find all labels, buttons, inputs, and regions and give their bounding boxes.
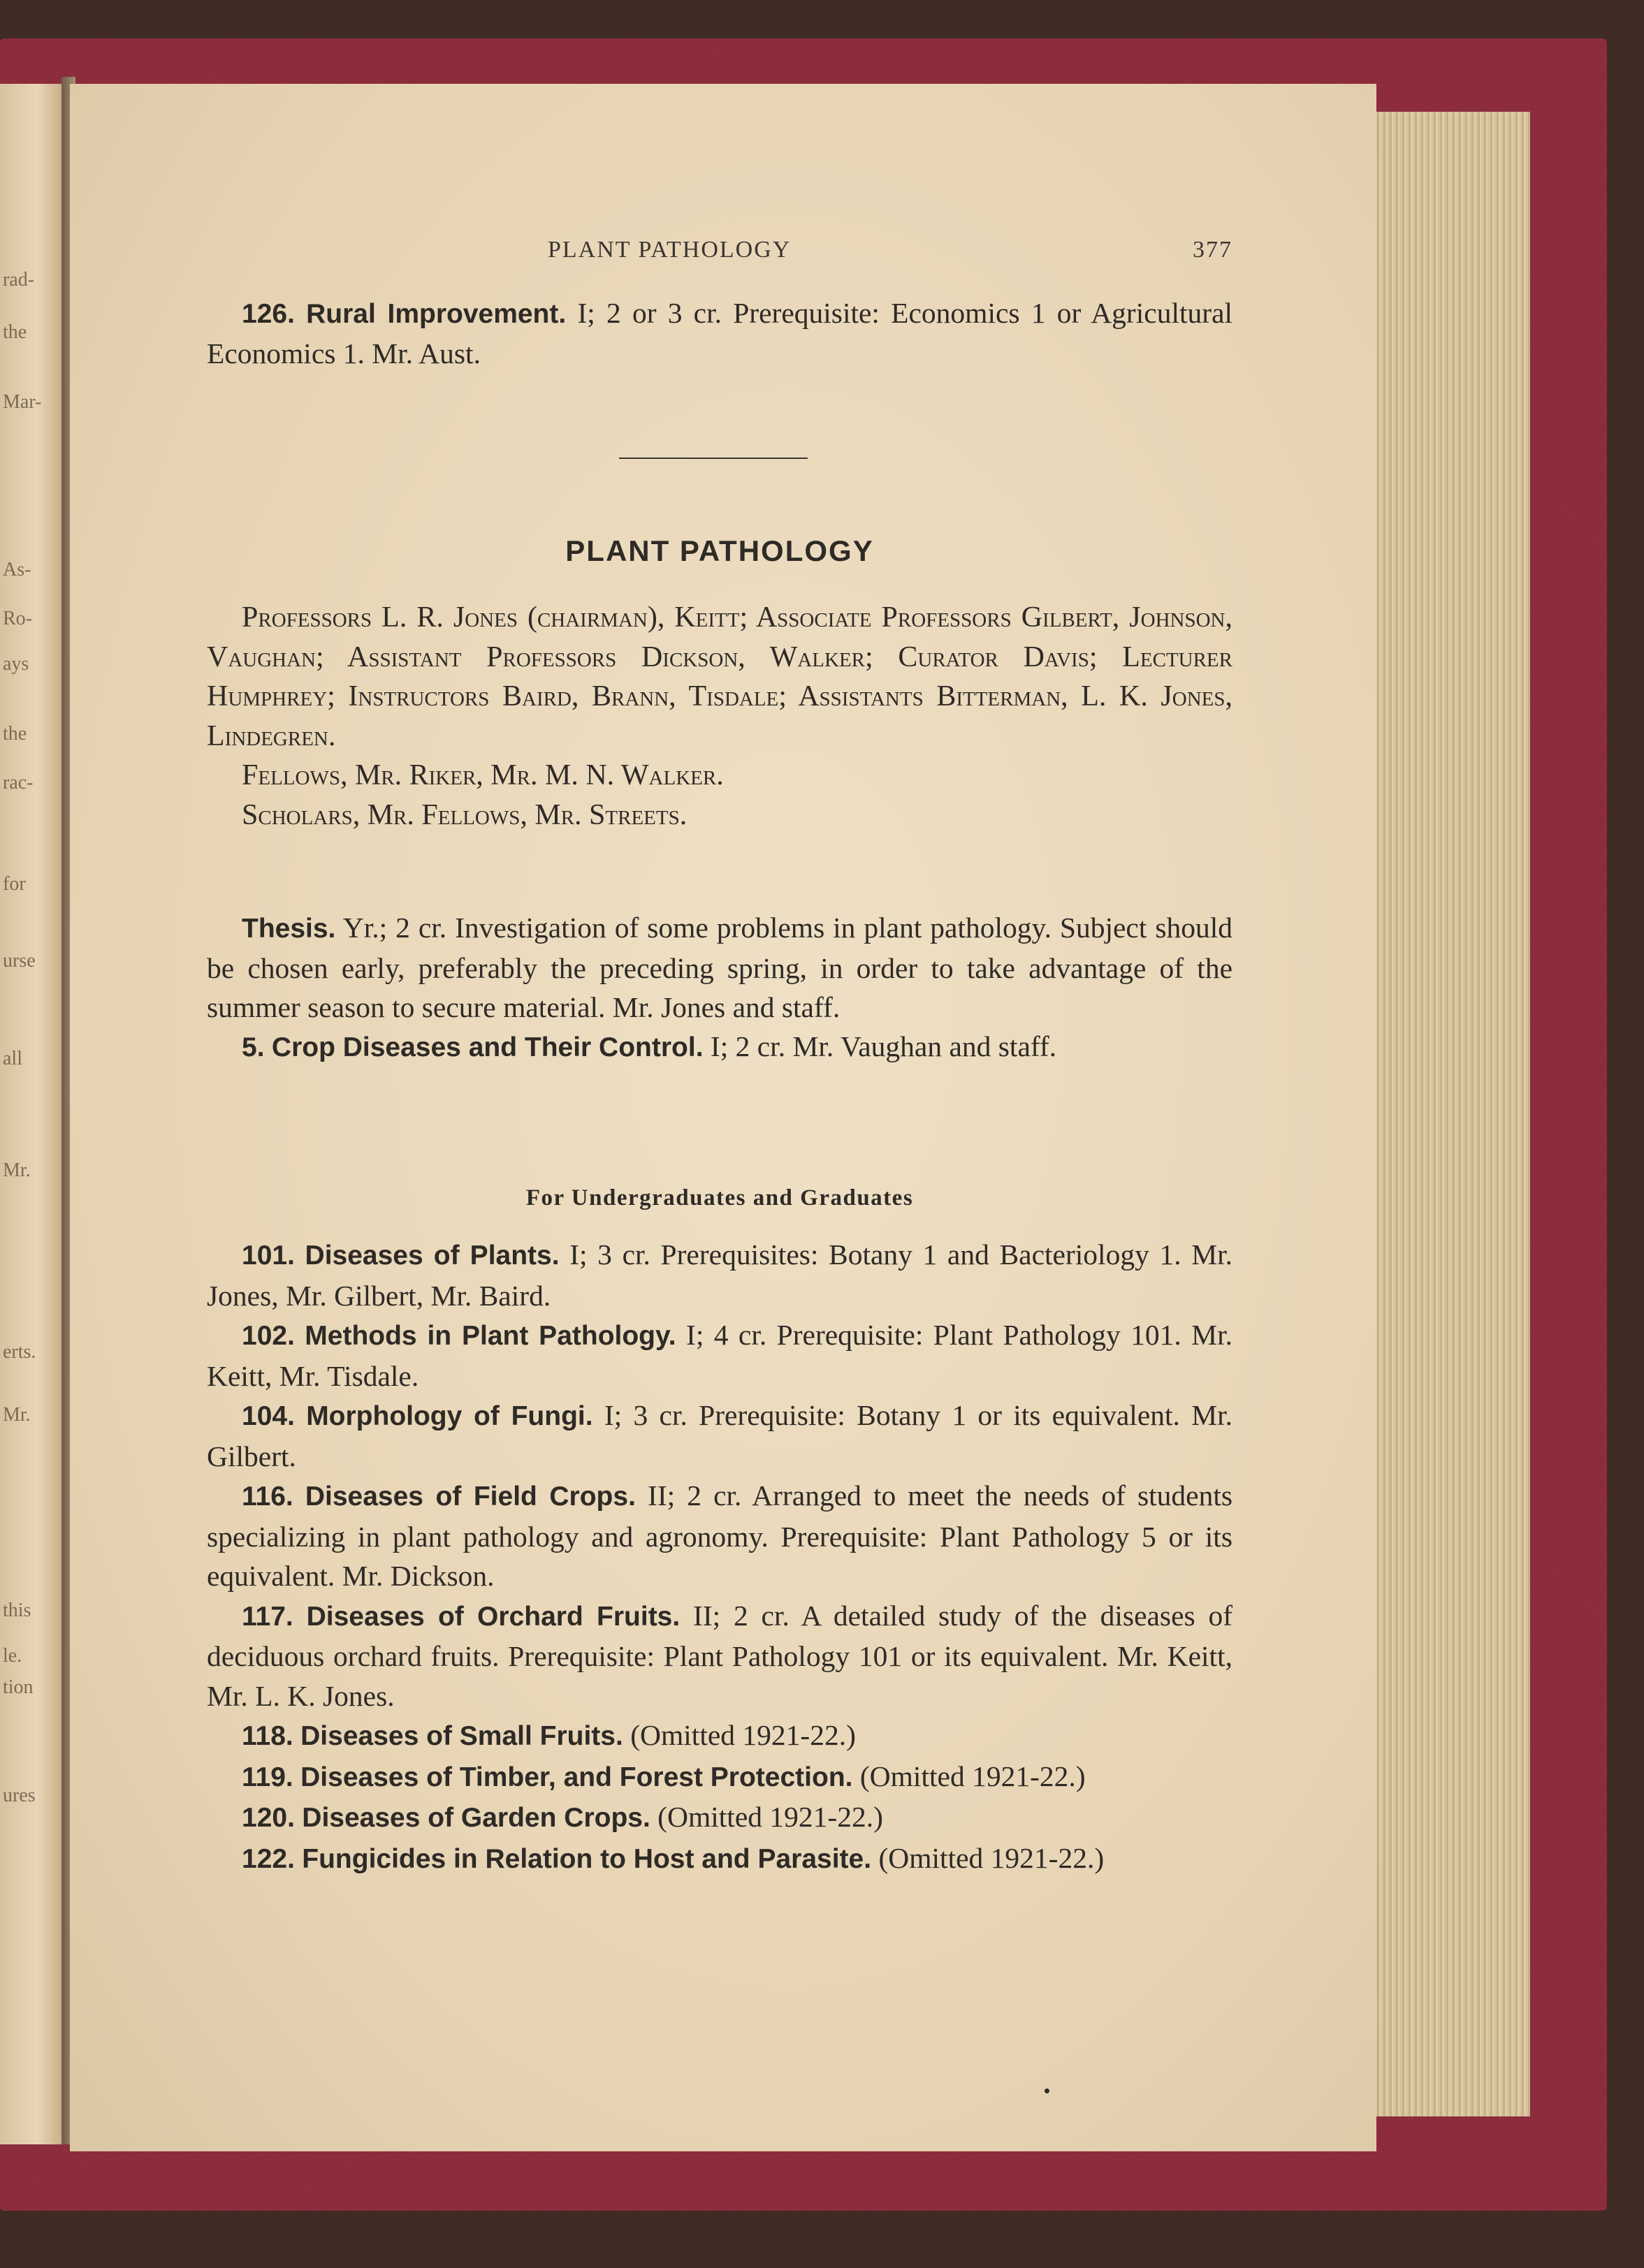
course-entry-126 — [207, 293, 1232, 373]
course-number: 102. — [242, 1321, 295, 1351]
book-page — [70, 84, 1376, 2151]
course-number: 5. — [242, 1032, 265, 1062]
course-number: 126. — [242, 299, 295, 329]
running-head-title: PLANT PATHOLOGY — [548, 237, 792, 263]
course-number: 117. — [242, 1601, 293, 1632]
staff-fellows: Fellows, Mr. Riker, Mr. M. N. Walker. — [242, 759, 724, 791]
facing-page-fragment: the — [3, 723, 27, 745]
course-entry-102 — [207, 1315, 1232, 1396]
course-text: I; 2 cr. Mr. Vaughan and staff. — [710, 1030, 1057, 1062]
staff-scholars: Scholars, Mr. Fellows, Mr. Streets. — [242, 798, 688, 831]
staff-professors: Professors L. R. Jones (chairman), Keitt; Associate Professors Gilbert, Johnson, Vaughan; Assistant Professors Dickson, Walker; Curator Davis; Lecturer Humphrey; Instructors Baird, Brann, Tisdale; Assistants Bitterman, L. K. Jones, Lindegren. — [207, 601, 1232, 752]
course-text: II; 2 cr. Arranged to meet the needs of students specializing in plant pathology and agronomy. Prerequisite: Plant Pathology 5 or its equivalent. Mr. Dickson. — [207, 1479, 1233, 1592]
facing-page-fragment: rac- — [3, 772, 34, 793]
course-text: (Omitted 1921-22.) — [630, 1719, 856, 1751]
running-head — [207, 231, 1232, 265]
course-title: Diseases of Plants. — [305, 1241, 560, 1271]
course-entry-thesis — [207, 908, 1232, 1027]
facing-page-fragment: Mar- — [3, 391, 42, 413]
course-title: Diseases of Timber, and Forest Protection. — [300, 1762, 853, 1792]
facing-page-fragment: the — [3, 321, 27, 343]
course-text: (Omitted 1921-22.) — [657, 1801, 883, 1833]
facing-page-fragment: urse — [3, 950, 36, 972]
course-number: 119. — [242, 1762, 293, 1792]
course-entry-119 — [207, 1757, 1232, 1798]
page-block-edge — [1362, 112, 1530, 2116]
course-text: I; 4 cr. Prerequisite: Plant Pathology 101. Mr. Keitt, Mr. Tisdale. — [207, 1319, 1232, 1392]
section-title: PLANT PATHOLOGY — [565, 534, 874, 567]
course-text: I; 3 cr. Prerequisite: Botany 1 or its equivalent. Mr. Gilbert. — [207, 1399, 1232, 1472]
course-title: Diseases of Orchard Fruits. — [306, 1601, 681, 1632]
course-text: (Omitted 1921-22.) — [878, 1841, 1105, 1874]
facing-page-fragment: ures — [3, 1785, 36, 1806]
facing-page-fragment: this — [3, 1600, 31, 1621]
facing-page-fragment: Mr. — [3, 1404, 31, 1426]
course-entry-101 — [207, 1235, 1232, 1315]
course-number: 104. — [242, 1401, 295, 1431]
facing-page-fragment: As- — [3, 559, 31, 580]
course-title: Diseases of Field Crops. — [305, 1481, 636, 1512]
facing-page-fragment: le. — [3, 1645, 22, 1667]
course-entry-118 — [207, 1715, 1232, 1757]
subheading: For Undergraduates and Graduates — [525, 1185, 914, 1210]
ink-speck — [1045, 2088, 1049, 2093]
facing-page-fragment: tion — [3, 1676, 34, 1698]
facing-page-fragment: Mr. — [3, 1159, 31, 1181]
undergrad-graduate-courses — [207, 1235, 1232, 1879]
course-entry-116 — [207, 1476, 1232, 1596]
course-text: II; 2 cr. A detailed study of the diseases of deciduous orchard fruits. Prerequisite: Plant Pathology 101 or its equivalent. Mr. Keitt, Mr. L. K. Jones. — [207, 1599, 1233, 1712]
facing-page-fragment: Ro- — [3, 608, 32, 629]
facing-page-fragment: ays — [3, 653, 29, 675]
course-text: Yr.; 2 cr. Investigation of some problems in plant pathology. Subject should be chosen early, preferably the preceding spring, in order to take advantage of the summer season to secure material. Mr. Jones and staff. — [207, 912, 1232, 1023]
course-number: 120. — [242, 1803, 295, 1833]
facing-page-fragment: erts. — [3, 1341, 36, 1363]
page-number: 377 — [1193, 237, 1232, 263]
course-entry-120 — [207, 1797, 1232, 1838]
facing-page-fragment: for — [3, 873, 26, 895]
facing-page-edge — [0, 84, 61, 2144]
course-text: (Omitted 1921-22.) — [859, 1759, 1086, 1792]
facing-page-fragment: rad- — [3, 269, 35, 291]
course-title: Fungicides in Relation to Host and Parasite. — [302, 1843, 872, 1874]
course-title: Morphology of Fungi. — [306, 1401, 593, 1431]
course-title: Rural Improvement. — [306, 299, 567, 329]
course-entry-104 — [207, 1396, 1232, 1476]
course-number: 116. — [242, 1481, 293, 1512]
course-title: Methods in Plant Pathology. — [305, 1321, 676, 1351]
course-title: Diseases of Garden Crops. — [302, 1803, 650, 1833]
course-number: 118. — [242, 1721, 293, 1751]
course-text: I; 3 cr. Prerequisites: Botany 1 and Bacteriology 1. Mr. Jones, Mr. Gilbert, Mr. Baird. — [207, 1238, 1233, 1312]
course-title: Diseases of Small Fruits. — [300, 1721, 623, 1751]
course-number: 101. — [242, 1241, 295, 1271]
course-entry-5 — [207, 1027, 1232, 1067]
course-title: Crop Diseases and Their Control. — [271, 1032, 704, 1062]
staff-list — [207, 598, 1232, 835]
course-entry-122 — [207, 1838, 1232, 1880]
course-text: I; 2 or 3 cr. Prerequisite: Economics 1 or Agricultural Economics 1. Mr. Aust. — [207, 297, 1233, 370]
section-divider — [619, 458, 808, 459]
course-number: 122. — [242, 1843, 295, 1874]
facing-page-fragment: all — [3, 1048, 22, 1069]
course-title: Thesis. — [242, 914, 336, 944]
course-entry-117 — [207, 1596, 1232, 1716]
graduate-courses — [207, 908, 1232, 1067]
